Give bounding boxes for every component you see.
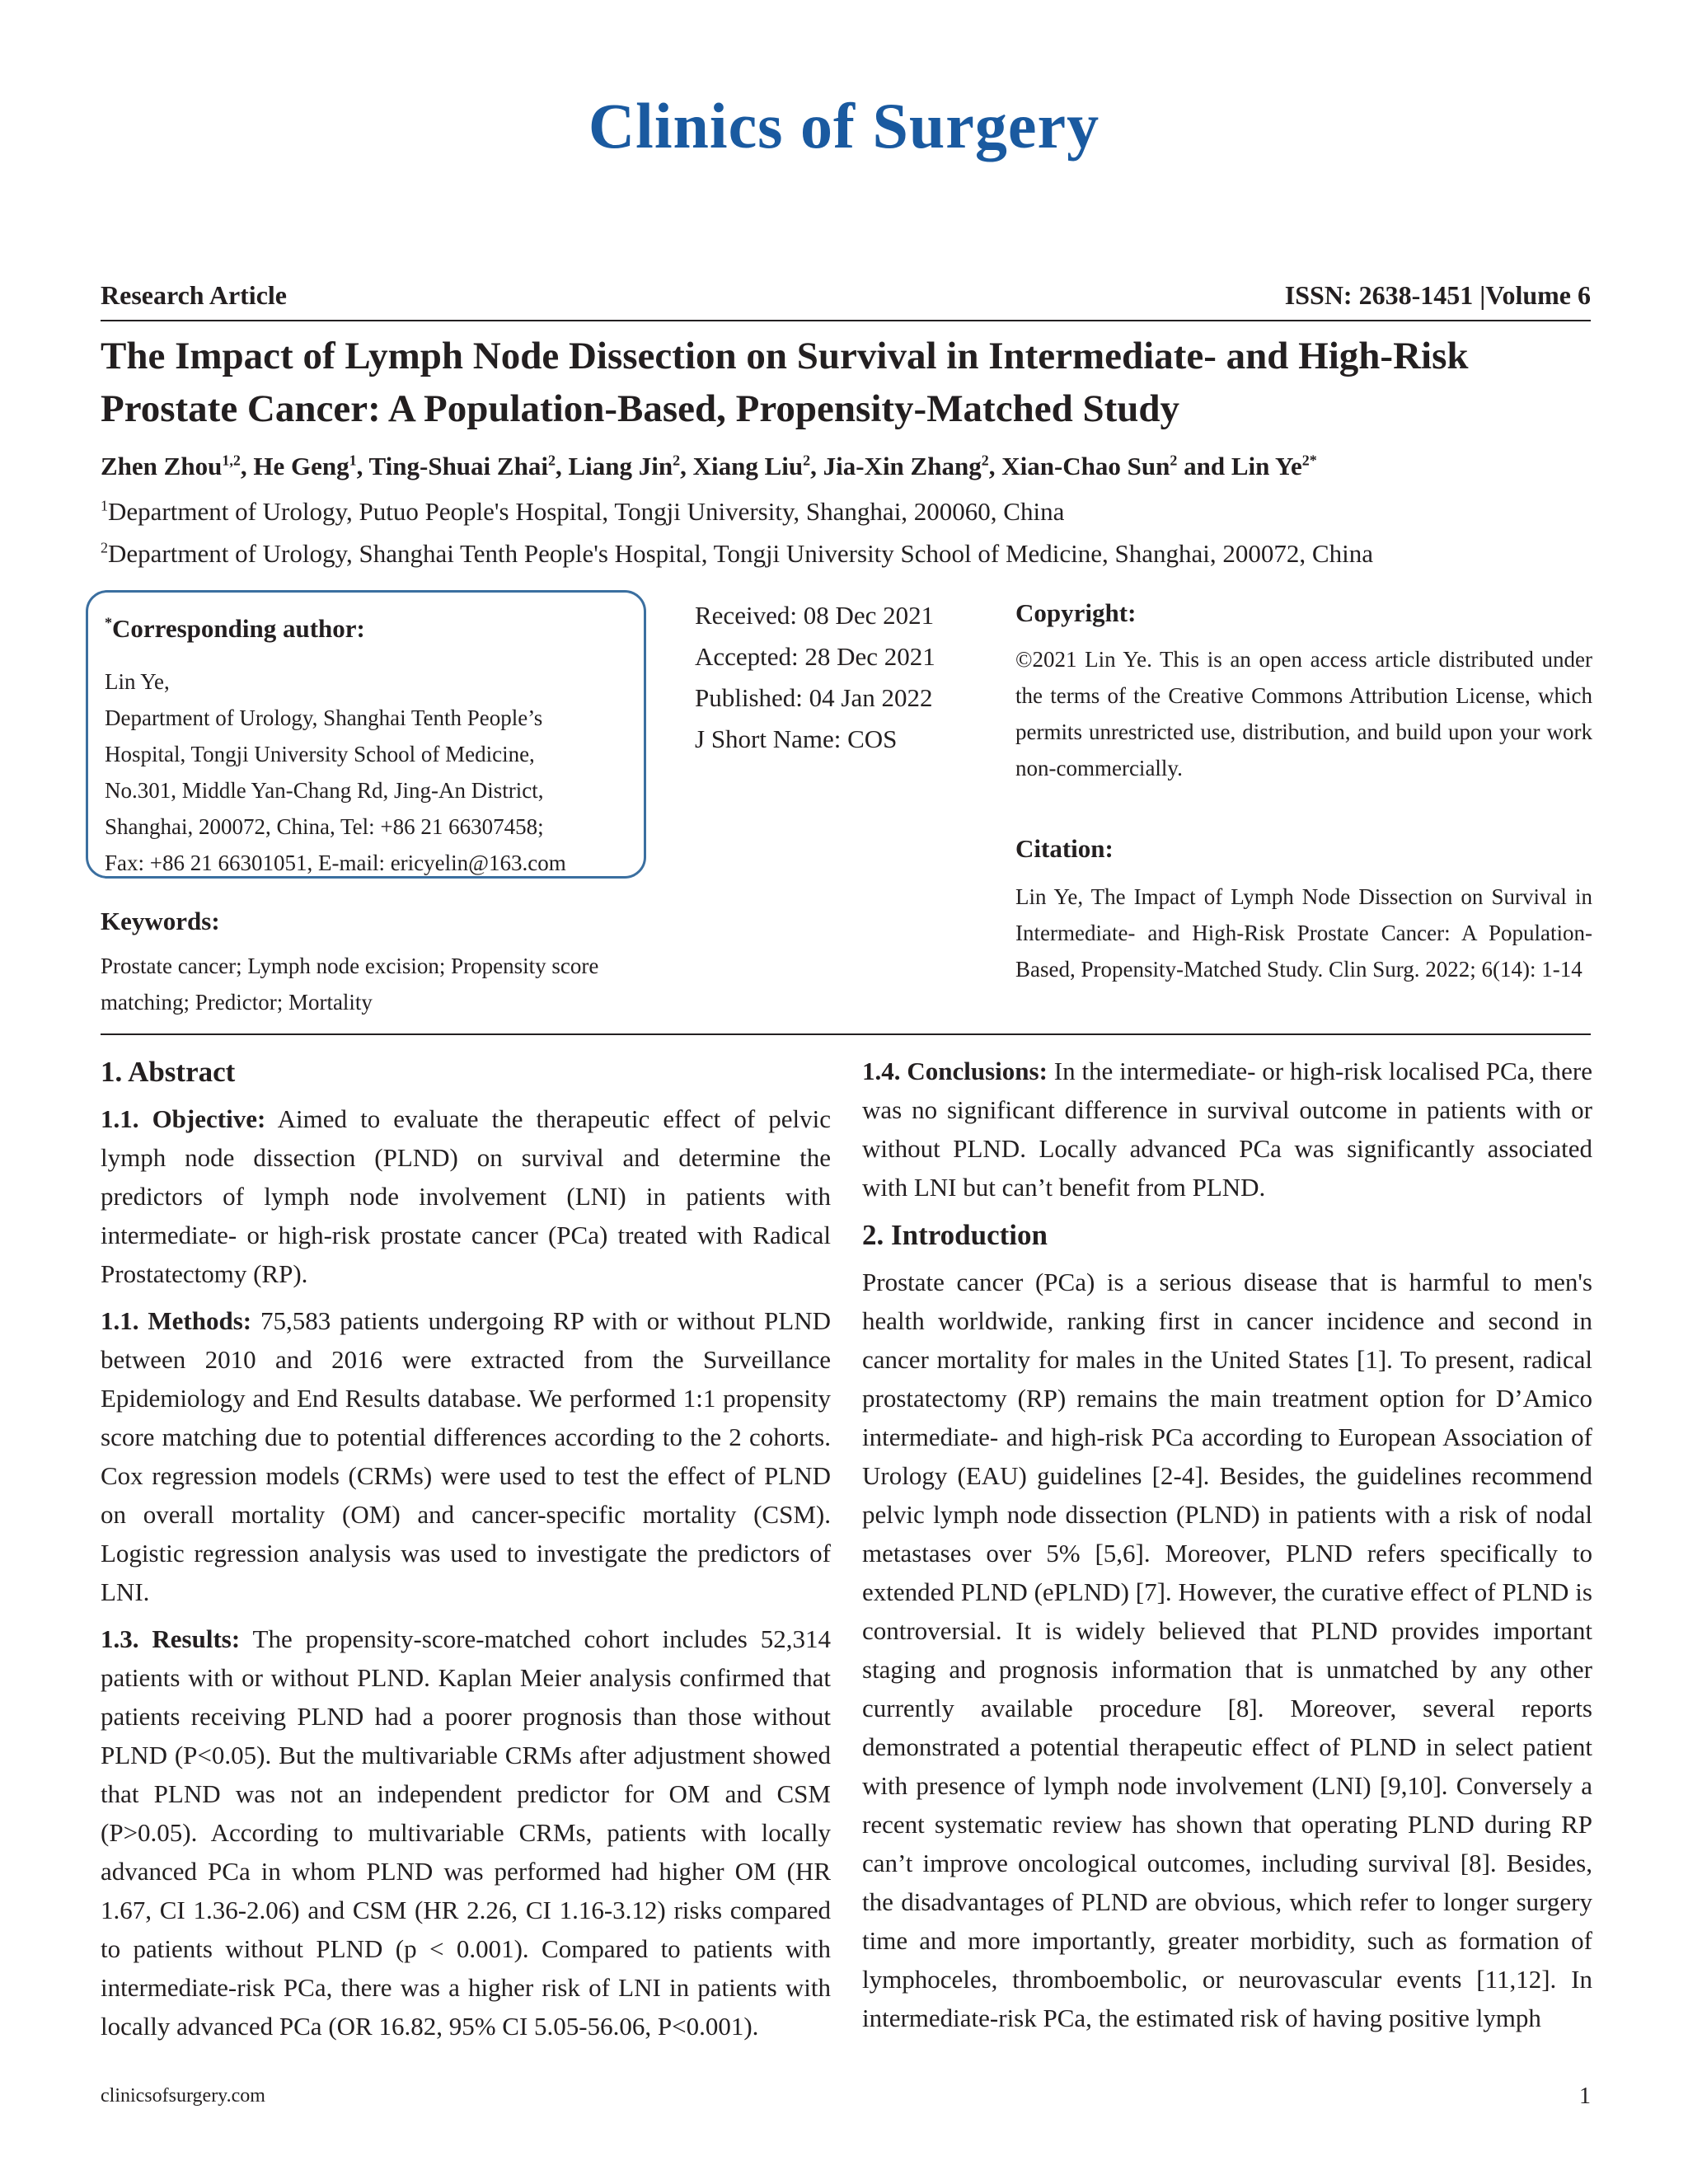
- author-sep: ,: [810, 452, 823, 480]
- author-sep: ,: [356, 452, 369, 480]
- conclusions-text: In the intermediate- or high-risk localised PCa, there was no significant difference in survival outcome in patients with or without PLND. Locally advanced PCa was significantly associated with LNI but can’t benefit from PLND.: [862, 1057, 1593, 1202]
- affiliation-num: 2: [101, 539, 108, 556]
- author: He Geng: [253, 452, 349, 480]
- author-sup: 2: [1170, 452, 1178, 469]
- author-sep: and: [1177, 452, 1231, 480]
- keywords-heading: Keywords:: [101, 907, 220, 935]
- author-sep: ,: [680, 452, 693, 480]
- issn-volume: ISSN: 2638-1451 |Volume 6: [1284, 280, 1591, 310]
- objective-text: Aimed to evaluate the therapeutic effect of pelvic lymph node dissection (PLND) on survival and determine the predictors of lymph node involvement (LNI) in patients with intermediate- or high-risk prostate cancer (PCa) treated with Radical Prostatectomy (RP).: [101, 1104, 832, 1288]
- author-sup: 1,2: [222, 452, 241, 469]
- corresponding-heading: [105, 614, 644, 644]
- journal-short-name: J Short Name: COS: [695, 724, 898, 753]
- right-column: [862, 1052, 1592, 2046]
- author-sep: ,: [555, 452, 569, 480]
- article-type: Research Article: [101, 280, 287, 310]
- footer-site[interactable]: clinicsofsurgery.com: [101, 2085, 265, 2107]
- author-sup: 1: [349, 452, 357, 469]
- author-sup: 2: [547, 452, 556, 469]
- received-date: Received: 08 Dec 2021: [695, 601, 935, 630]
- published-date: Published: 04 Jan 2022: [695, 683, 933, 712]
- corresponding-author-box: [86, 590, 646, 879]
- copyright-text: ©2021 Lin Ye. This is an open access article distributed under the terms of the Creative Commons Attribution License, which permits unrestricted use, distribution, and build upon your work non-commercially.: [1015, 647, 1592, 780]
- section-divider: [101, 1033, 1591, 1035]
- results-text: The propensity-score-matched cohort includes 52,314 patients with or without PLND. Kaplan Meier analysis confirmed that patients receiving PLND had a poorer prognosis than those without PLND (P<0.05). But the multivariable CRMs after adjustment showed that PLND was not an independent predictor for OM and CSM (P>0.05). According to multivariable CRMs, patients with locally advanced PCa in whom PLND was performed had higher OM (HR 1.67, CI 1.36-2.06) and CSM (HR 2.26, CI 1.16-3.12) risks compared to patients without PLND (p < 0.001). Compared to patients with intermediate-risk PCa, there was a higher risk of LNI in patients with locally advanced PCa (OR 16.82, 95% CI 5.05-56.06, P<0.001).: [101, 1624, 831, 2041]
- objective-label: 1.1. Objective:: [101, 1104, 266, 1133]
- corresponding-heading-text: Corresponding author:: [112, 614, 365, 643]
- results-label: 1.3. Results:: [101, 1624, 241, 1653]
- methods-label: 1.1. Methods:: [101, 1306, 252, 1335]
- copyright-heading: Copyright:: [1015, 598, 1137, 627]
- accepted-date: Accepted: 28 Dec 2021: [695, 642, 935, 671]
- author-sep: ,: [988, 452, 1002, 480]
- abstract-methods: [101, 1301, 831, 1611]
- author-list: [101, 452, 1591, 481]
- conclusions-label: 1.4. Conclusions:: [862, 1057, 1048, 1085]
- abstract-results: [101, 1619, 831, 2046]
- left-column: [101, 1052, 831, 2054]
- corresponding-line: Shanghai, 200072, China, Tel: +86 21 66307458;: [105, 814, 544, 839]
- author: Lin Ye: [1231, 452, 1302, 480]
- corresponding-line: Department of Urology, Shanghai Tenth People’s: [105, 705, 543, 730]
- page-number: 1: [1579, 2083, 1591, 2109]
- affiliation-num: 1: [101, 497, 108, 514]
- author-sup: 2: [673, 452, 681, 469]
- affiliation-2: [101, 539, 1591, 569]
- affiliation-text: Department of Urology, Shanghai Tenth People's Hospital, Tongji University School of Medicine, Shanghai, 200072, China: [108, 539, 1373, 568]
- affiliation-1: [101, 497, 1591, 527]
- author: Ting-Shuai Zhai: [368, 452, 548, 480]
- author: Jia-Xin Zhang: [823, 452, 982, 480]
- methods-text: 75,583 patients undergoing RP with or without PLND between 2010 and 2016 were extracted from the Surveillance Epidemiology and End Results database. We performed 1:1 propensity score matching due to potential differences according to the 2 cohorts. Cox regression models (CRMs) were used to test the effect of PLND on overall mortality (OM) and cancer-specific mortality (CSM). Logistic regression analysis was used to investigate the predictors of LNI.: [101, 1306, 832, 1606]
- article-meta-row: [101, 280, 1591, 313]
- author: Xiang Liu: [692, 452, 804, 480]
- abstract-conclusions: [862, 1052, 1592, 1207]
- author-sup: 2: [803, 452, 811, 469]
- corresponding-line: No.301, Middle Yan-Chang Rd, Jing-An District,: [105, 778, 544, 803]
- corresponding-line: Lin Ye,: [105, 669, 170, 694]
- affiliation-text: Department of Urology, Putuo People's Hospital, Tongji University, Shanghai, 200060, China: [108, 497, 1065, 526]
- abstract-heading: 1. Abstract: [101, 1056, 236, 1088]
- author: Liang Jin: [568, 452, 673, 480]
- citation-text: Lin Ye, The Impact of Lymph Node Dissection on Survival in Intermediate- and High-Risk Prostate Cancer: A Population-Based, Propensity-Matched Study. Clin Surg. 2022; 6(14): 1-14: [1015, 884, 1592, 982]
- corresponding-line: Hospital, Tongji University School of Medicine,: [105, 742, 535, 766]
- introduction-text: Prostate cancer (PCa) is a serious disease that is harmful to men's health worldwide, ranking first in cancer incidence and second in cancer mortality for males in the United States [1]. To present, radical prostatectomy (RP) remains the main treatment option for D’Amico intermediate- and high-risk PCa according to European Association of Urology (EAU) guidelines [2-4]. Besides, the guidelines recommend pelvic lymph node dissection (PLND) in patients with a risk of nodal metastases over 5% [5,6]. Moreover, PLND refers specifically to extended PLND (ePLND) [7]. However, the curative effect of PLND is controversial. It is widely believed that PLND provides important staging and prognosis information that is unmatched by any other currently available procedure [8]. Moreover, several reports demonstrated a potential therapeutic effect of PLND in select patient with presence of lymph node involvement (LNI) [9,10]. Conversely a recent systematic review has shown that operating PLND during RP can’t improve oncological outcomes, including survival [8]. Besides, the disadvantages of PLND are obvious, which refer to longer surgery time and more importantly, greater morbidity, such as formation of lymphoceles, thromboembolic, or neurovascular events [11,12]. In intermediate-risk PCa, the estimated risk of having positive lymph: [862, 1268, 1592, 2032]
- corresponding-email-line[interactable]: Fax: +86 21 66301051, E-mail: ericyelin@163.com: [105, 851, 566, 875]
- article-dates: [695, 595, 935, 760]
- author-sup: 2: [981, 452, 989, 469]
- article-title: The Impact of Lymph Node Dissection on Survival in Intermediate- and High-Risk Prostate Cancer: A Population-Based, Propensity-Matched Study: [101, 335, 1469, 430]
- author-sup: 2*: [1301, 452, 1317, 469]
- journal-title: Clinics of Surgery: [588, 90, 1100, 162]
- author-sep: ,: [240, 452, 254, 480]
- introduction-heading: 2. Introduction: [862, 1219, 1048, 1251]
- author: Xian-Chao Sun: [1001, 452, 1170, 480]
- header-divider: [101, 320, 1591, 321]
- citation-heading: Citation:: [1015, 834, 1114, 863]
- keywords-text: Prostate cancer; Lymph node excision; Propensity score matching; Predictor; Mortality: [101, 954, 599, 1015]
- corresponding-star: *: [105, 614, 112, 631]
- author: Zhen Zhou: [101, 452, 223, 480]
- abstract-objective: [101, 1099, 831, 1293]
